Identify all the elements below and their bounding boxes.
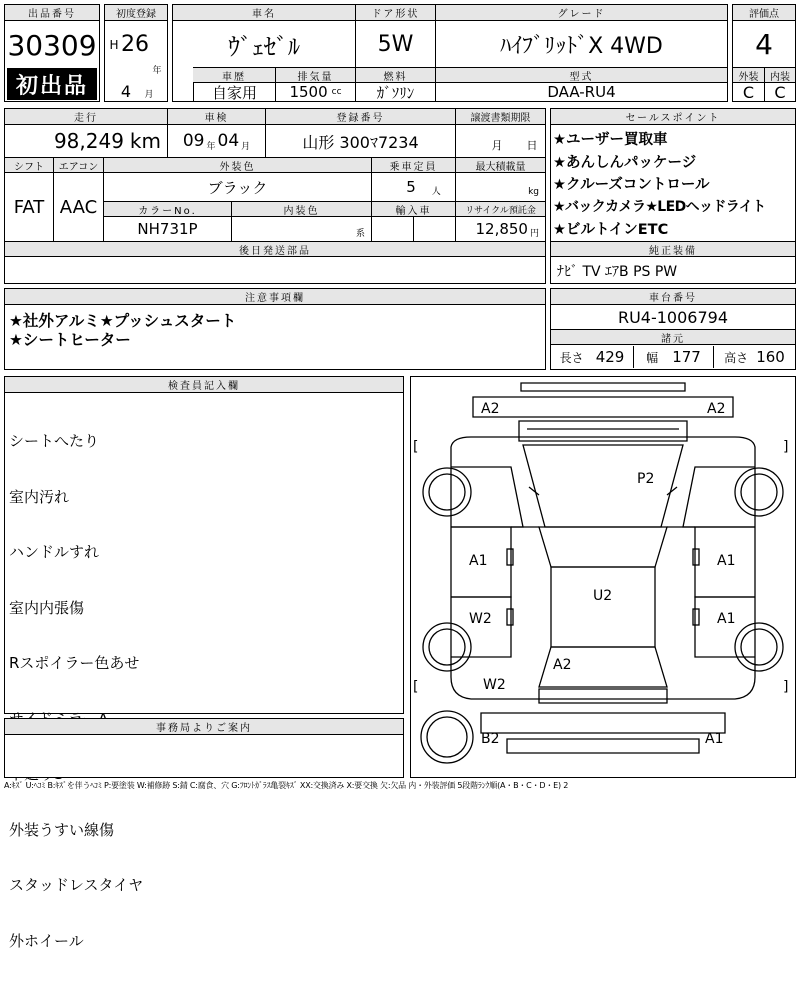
ext-grade-label: 外装	[733, 67, 764, 83]
bracket-close-1: ]	[783, 439, 789, 455]
lot-number: 30309	[7, 28, 97, 62]
width-label: 幅	[646, 350, 659, 365]
sales-points-label: セールスポイント	[551, 109, 795, 125]
damage-roof: U2	[593, 588, 613, 604]
bracket-close-2: ]	[783, 679, 789, 695]
import-label: 輸入車	[371, 201, 455, 217]
model: DAA-RU4	[435, 83, 727, 101]
import-value	[371, 217, 413, 241]
registration-label: 初度登録	[105, 5, 167, 21]
year-unit: 年	[152, 65, 162, 76]
chassis-box	[550, 288, 796, 370]
ac: AAC	[53, 173, 103, 241]
inspector-line: スタッドレスタイヤ	[9, 876, 144, 894]
damage-left-front-door: A1	[469, 553, 488, 569]
model-label: 型式	[435, 67, 727, 83]
bracket-open-1: [	[413, 439, 419, 455]
legend-footer: A:ｷｽﾞ U:ﾍｺﾐ B:ｷｽﾞを伴うﾍｺﾐ P:要塗装 W:補修跡 S:錆 C:腐食、穴 G:ﾌﾛﾝﾄｶﾞﾗｽ亀裂ｷｽﾞ XX:交換済み X:要交換 欠:欠品 内・外装評価 5段階ﾗﾝｸ順(A・B・C・D・E) 2	[4, 781, 569, 790]
door-label: ドア形状	[355, 5, 435, 21]
chassis-label: 車台番号	[551, 289, 795, 305]
office-label: 事務局よりご案内	[5, 719, 403, 735]
damage-front-left: A2	[481, 401, 500, 417]
max-load	[455, 173, 545, 201]
inspector-line: 室内内張傷	[9, 598, 85, 617]
shift-label: シフト	[5, 157, 53, 173]
inspector-label: 検査員記入欄	[5, 377, 403, 393]
exterior-color: ブラック	[103, 173, 371, 201]
recycle-value: 12,850	[475, 220, 528, 238]
damage-right-front-door: A1	[717, 553, 736, 569]
inspector-line: 外装うすい線傷	[9, 820, 115, 839]
reg-month: 4	[120, 81, 132, 101]
inspector-notes	[9, 395, 143, 987]
score-label: 評価点	[733, 5, 795, 21]
lot-label: 出品番号	[5, 5, 99, 21]
notes-label: 注意事項欄	[5, 289, 545, 305]
damage-rear-bumper-left: B2	[481, 731, 500, 747]
width	[633, 346, 713, 368]
office-box	[4, 718, 404, 778]
load-label: 最大積載量	[455, 157, 545, 173]
length	[551, 346, 633, 368]
length-label: 長さ	[559, 350, 584, 365]
ac-label: エアコン	[53, 157, 103, 173]
interior-color	[231, 217, 371, 241]
car-name: ｳﾞｪｾﾞﾙ	[228, 32, 300, 61]
color-no-label: カラーNo.	[103, 201, 231, 217]
grade: ﾊｲﾌﾞﾘｯﾄﾞX 4WD	[435, 21, 727, 67]
color-label: 外装色	[103, 157, 371, 173]
inspector-line: Rスポイラー色あせ	[9, 654, 140, 672]
height	[713, 346, 795, 368]
damage-left-rear-door: W2	[469, 611, 492, 627]
equipment-label: 純正装備	[551, 241, 795, 257]
sales-point-item: ★ビルトインETC	[553, 222, 669, 238]
inspector-line: シートへたり	[9, 432, 100, 450]
damage-rear-left: W2	[483, 677, 506, 693]
history-label: 車歴	[193, 67, 275, 83]
int-grade-label: 内装	[764, 67, 795, 83]
damage-right-rear-door: A1	[717, 611, 736, 627]
inspector-line: 外ホイール	[9, 931, 84, 950]
capacity-value: 5	[406, 178, 416, 196]
displacement	[275, 83, 355, 101]
first-listing-badge: 初出品	[7, 68, 97, 100]
dims-label: 諸元	[551, 329, 795, 345]
plate: 山形 300ﾏ7234	[265, 125, 455, 157]
recycle-unit: 円	[529, 228, 539, 239]
height-value: 160	[756, 348, 785, 366]
spec-block	[4, 108, 546, 284]
color-no: NH731P	[103, 217, 231, 241]
lot-box	[4, 4, 100, 102]
month-unit: 月	[144, 89, 154, 100]
score-box	[732, 4, 796, 102]
equipment-value: ﾅﾋﾞ TV ｴｱB PS PW	[557, 264, 678, 280]
transfer-label: 譲渡書類期限	[455, 109, 545, 125]
inspector-line: 室内汚れ	[9, 487, 70, 506]
sales-point-item: ★あんしんパッケージ	[553, 155, 697, 171]
capacity	[371, 173, 455, 201]
grade-label: グレード	[435, 5, 727, 21]
plate-label: 登録番号	[265, 109, 455, 125]
car-diagram	[411, 377, 795, 777]
mileage-label: 走行	[5, 109, 167, 125]
inspection-month: 04	[217, 131, 240, 151]
sales-point-item: ★ユーザー買取車	[553, 132, 668, 148]
car-info-grid	[172, 4, 728, 102]
history: 自家用	[193, 83, 275, 101]
inspection-year: 09	[182, 131, 205, 151]
mileage-unit: km	[129, 129, 161, 153]
transfer-day: 日	[526, 139, 538, 152]
import-value-2	[413, 217, 455, 241]
car-name-label: 車名	[173, 5, 355, 21]
transfer-month: 月	[491, 139, 503, 152]
int-grade: C	[764, 83, 795, 101]
door-type: 5W	[355, 21, 435, 67]
interior-color-label: 内装色	[231, 201, 371, 217]
era: H	[109, 38, 119, 52]
displacement-unit: cc	[331, 87, 342, 97]
notes-line: ★社外アルミ★プッシュスタート	[9, 312, 237, 330]
height-label: 高さ	[724, 350, 749, 365]
damage-front-right: A2	[707, 401, 726, 417]
fuel: ｶﾞｿﾘﾝ	[355, 83, 435, 101]
interior-unit: 系	[355, 228, 365, 239]
ext-grade: C	[742, 83, 755, 101]
sales-points-box	[550, 108, 796, 284]
recycle-label: リサイクル預託金	[455, 201, 545, 217]
sales-point-item: ★クルーズコントロール	[553, 177, 710, 193]
mileage-value: 98,249	[53, 129, 124, 153]
header-block	[4, 4, 796, 102]
displacement-label: 排気量	[275, 67, 355, 83]
inspection-date	[167, 125, 265, 157]
damage-rear-glass: A2	[553, 657, 572, 673]
notes-line: ★シートヒーター	[9, 331, 131, 349]
insp-year-unit: 年	[206, 141, 216, 152]
inspection-label: 車検	[167, 109, 265, 125]
car-diagram-box	[410, 376, 796, 778]
bracket-open-2: [	[413, 679, 419, 695]
fuel-label: 燃料	[355, 67, 435, 83]
capacity-unit: 人	[431, 186, 441, 197]
recycle-fee	[455, 217, 545, 241]
chassis-number: RU4-1006794	[617, 307, 729, 327]
damage-hood: P2	[637, 471, 655, 487]
reg-year: 26	[121, 31, 149, 57]
transfer-date	[455, 125, 545, 157]
inspector-line: ハンドルすれ	[9, 543, 100, 561]
score: 4	[755, 27, 773, 61]
damage-rear-bumper-right: A1	[705, 731, 724, 747]
length-value: 429	[595, 348, 625, 366]
registration-box	[104, 4, 168, 102]
mileage	[5, 125, 167, 157]
later-parts-label: 後日発送部品	[5, 241, 545, 257]
insp-month-unit: 月	[241, 141, 251, 152]
later-parts-value	[5, 257, 545, 283]
notes-box	[4, 288, 546, 370]
shift: FAT	[13, 196, 45, 218]
load-unit: kg	[528, 187, 539, 197]
capacity-label: 乗車定員	[371, 157, 455, 173]
width-value: 177	[672, 348, 701, 366]
sales-point-item: ★バックカメラ★LEDヘッドライト	[553, 199, 766, 215]
displacement-value: 1500	[289, 83, 328, 101]
